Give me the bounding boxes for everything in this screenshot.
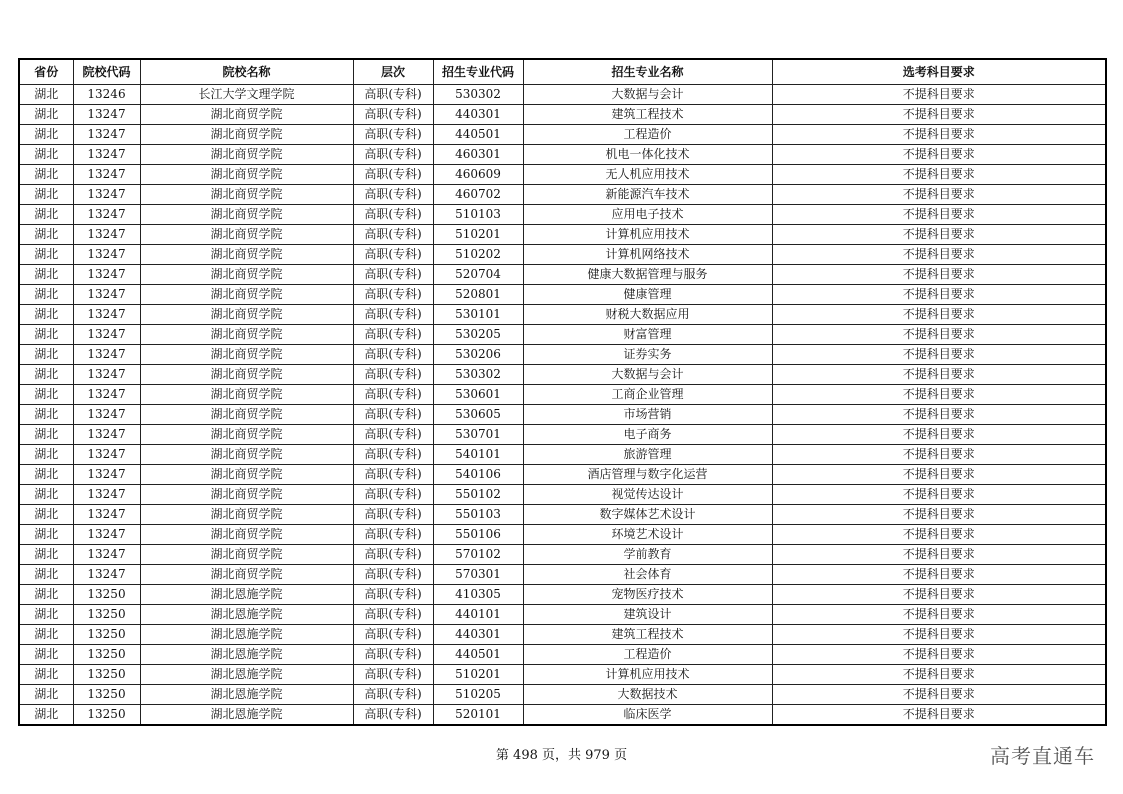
major-name-cell: 工商企业管理: [523, 385, 772, 405]
school-code-cell: 13250: [73, 625, 140, 645]
table-row: [19, 85, 1106, 105]
major-name-cell: 酒店管理与数字化运营: [523, 465, 772, 485]
subject-requirement-cell: 不提科目要求: [772, 205, 1106, 225]
province-cell: 湖北: [19, 285, 73, 305]
subject-requirement-cell: 不提科目要求: [772, 225, 1106, 245]
table-row: [19, 105, 1106, 125]
province-cell: 湖北: [19, 165, 73, 185]
school-code-cell: 13247: [73, 265, 140, 285]
level-cell: 高职(专科): [353, 625, 433, 645]
level-cell: 高职(专科): [353, 285, 433, 305]
table-row: [19, 445, 1106, 465]
subject-requirement-cell: 不提科目要求: [772, 585, 1106, 605]
major-code-cell: 530302: [433, 365, 523, 385]
province-cell: 湖北: [19, 365, 73, 385]
school-name-cell: 湖北商贸学院: [140, 445, 353, 465]
school-code-cell: 13247: [73, 525, 140, 545]
school-code-cell: 13247: [73, 485, 140, 505]
major-code-cell: 510201: [433, 225, 523, 245]
table-row: [19, 645, 1106, 665]
level-cell: 高职(专科): [353, 245, 433, 265]
level-cell: 高职(专科): [353, 525, 433, 545]
subject-requirement-cell: 不提科目要求: [772, 165, 1106, 185]
major-code-cell: 530101: [433, 305, 523, 325]
table-row: [19, 545, 1106, 565]
table-row: [19, 145, 1106, 165]
major-code-cell: 510103: [433, 205, 523, 225]
school-code-cell: 13250: [73, 605, 140, 625]
level-cell: 高职(专科): [353, 705, 433, 726]
subject-requirement-cell: 不提科目要求: [772, 685, 1106, 705]
level-cell: 高职(专科): [353, 205, 433, 225]
school-code-cell: 13247: [73, 305, 140, 325]
subject-requirement-cell: 不提科目要求: [772, 465, 1106, 485]
school-code-cell: 13247: [73, 505, 140, 525]
school-name-cell: 湖北商贸学院: [140, 265, 353, 285]
school-name-cell: 湖北商贸学院: [140, 185, 353, 205]
level-cell: 高职(专科): [353, 605, 433, 625]
province-cell: 湖北: [19, 405, 73, 425]
level-cell: 高职(专科): [353, 425, 433, 445]
level-cell: 高职(专科): [353, 465, 433, 485]
major-code-cell: 510201: [433, 665, 523, 685]
table-row: [19, 625, 1106, 645]
school-code-cell: 13247: [73, 105, 140, 125]
level-cell: 高职(专科): [353, 105, 433, 125]
table-row: [19, 505, 1106, 525]
subject-requirement-cell: 不提科目要求: [772, 305, 1106, 325]
major-name-cell: 机电一体化技术: [523, 145, 772, 165]
school-name-cell: 湖北商贸学院: [140, 225, 353, 245]
major-name-cell: 财富管理: [523, 325, 772, 345]
subject-requirement-cell: 不提科目要求: [772, 545, 1106, 565]
level-cell: 高职(专科): [353, 405, 433, 425]
school-name-cell: 湖北商贸学院: [140, 385, 353, 405]
table-row: [19, 365, 1106, 385]
major-code-cell: 550106: [433, 525, 523, 545]
subject-requirement-cell: 不提科目要求: [772, 665, 1106, 685]
table-row: [19, 125, 1106, 145]
subject-requirement-cell: 不提科目要求: [772, 445, 1106, 465]
major-code-cell: 530205: [433, 325, 523, 345]
major-name-cell: 市场营销: [523, 405, 772, 425]
province-cell: 湖北: [19, 665, 73, 685]
school-code-cell: 13250: [73, 665, 140, 685]
subject-requirement-cell: 不提科目要求: [772, 85, 1106, 105]
school-name-cell: 湖北商贸学院: [140, 425, 353, 445]
level-cell: 高职(专科): [353, 485, 433, 505]
school-code-cell: 13247: [73, 465, 140, 485]
major-name-cell: 社会体育: [523, 565, 772, 585]
subject-requirement-cell: 不提科目要求: [772, 365, 1106, 385]
school-code-cell: 13247: [73, 445, 140, 465]
table-row: [19, 485, 1106, 505]
school-name-cell: 湖北恩施学院: [140, 665, 353, 685]
school-name-cell: 湖北商贸学院: [140, 545, 353, 565]
subject-requirement-cell: 不提科目要求: [772, 565, 1106, 585]
watermark-logo-text: 高考直通车: [990, 744, 1095, 768]
school-code-cell: 13250: [73, 685, 140, 705]
table-row: [19, 705, 1106, 726]
subject-requirement-cell: 不提科目要求: [772, 285, 1106, 305]
school-name-cell: 湖北商贸学院: [140, 345, 353, 365]
major-name-cell: 健康管理: [523, 285, 772, 305]
level-cell: 高职(专科): [353, 225, 433, 245]
school-code-cell: 13247: [73, 145, 140, 165]
province-cell: 湖北: [19, 225, 73, 245]
major-name-cell: 工程造价: [523, 125, 772, 145]
major-name-cell: 财税大数据应用: [523, 305, 772, 325]
school-name-cell: 湖北商贸学院: [140, 305, 353, 325]
subject-requirement-cell: 不提科目要求: [772, 265, 1106, 285]
school-name-cell: 湖北商贸学院: [140, 205, 353, 225]
major-code-cell: 530302: [433, 85, 523, 105]
table-row: [19, 285, 1106, 305]
major-name-cell: 电子商务: [523, 425, 772, 445]
school-name-cell: 湖北商贸学院: [140, 365, 353, 385]
major-code-cell: 550102: [433, 485, 523, 505]
subject-requirement-cell: 不提科目要求: [772, 485, 1106, 505]
major-name-cell: 计算机网络技术: [523, 245, 772, 265]
major-code-cell: 530206: [433, 345, 523, 365]
header-school-name: 院校名称: [140, 59, 353, 85]
province-cell: 湖北: [19, 385, 73, 405]
table-row: [19, 425, 1106, 445]
school-code-cell: 13247: [73, 185, 140, 205]
province-cell: 湖北: [19, 525, 73, 545]
province-cell: 湖北: [19, 85, 73, 105]
table-row: [19, 205, 1106, 225]
level-cell: 高职(专科): [353, 505, 433, 525]
subject-requirement-cell: 不提科目要求: [772, 605, 1106, 625]
province-cell: 湖北: [19, 345, 73, 365]
school-name-cell: 湖北商贸学院: [140, 165, 353, 185]
table-row: [19, 325, 1106, 345]
province-cell: 湖北: [19, 605, 73, 625]
school-name-cell: 湖北商贸学院: [140, 565, 353, 585]
level-cell: 高职(专科): [353, 585, 433, 605]
header-subject-requirement: 选考科目要求: [772, 59, 1106, 85]
school-code-cell: 13247: [73, 325, 140, 345]
major-code-cell: 530601: [433, 385, 523, 405]
table-row: [19, 245, 1106, 265]
subject-requirement-cell: 不提科目要求: [772, 345, 1106, 365]
major-name-cell: 建筑设计: [523, 605, 772, 625]
table-row: [19, 585, 1106, 605]
major-code-cell: 460702: [433, 185, 523, 205]
school-name-cell: 湖北恩施学院: [140, 625, 353, 645]
province-cell: 湖北: [19, 125, 73, 145]
major-code-cell: 540101: [433, 445, 523, 465]
school-code-cell: 13250: [73, 645, 140, 665]
school-code-cell: 13250: [73, 705, 140, 726]
province-cell: 湖北: [19, 325, 73, 345]
school-code-cell: 13247: [73, 405, 140, 425]
province-cell: 湖北: [19, 565, 73, 585]
major-name-cell: 宠物医疗技术: [523, 585, 772, 605]
level-cell: 高职(专科): [353, 385, 433, 405]
subject-requirement-cell: 不提科目要求: [772, 505, 1106, 525]
province-cell: 湖北: [19, 485, 73, 505]
province-cell: 湖北: [19, 645, 73, 665]
page-number: 第 498 页，共 979 页: [495, 748, 628, 763]
major-name-cell: 大数据与会计: [523, 365, 772, 385]
table-row: [19, 685, 1106, 705]
subject-requirement-cell: 不提科目要求: [772, 145, 1106, 165]
major-name-cell: 证券实务: [523, 345, 772, 365]
major-name-cell: 数字媒体艺术设计: [523, 505, 772, 525]
level-cell: 高职(专科): [353, 265, 433, 285]
table-row: [19, 385, 1106, 405]
major-code-cell: 570102: [433, 545, 523, 565]
table-row: [19, 565, 1106, 585]
major-name-cell: 新能源汽车技术: [523, 185, 772, 205]
level-cell: 高职(专科): [353, 565, 433, 585]
level-cell: 高职(专科): [353, 325, 433, 345]
major-name-cell: 计算机应用技术: [523, 665, 772, 685]
major-name-cell: 大数据与会计: [523, 85, 772, 105]
province-cell: 湖北: [19, 105, 73, 125]
school-name-cell: 湖北商贸学院: [140, 285, 353, 305]
province-cell: 湖北: [19, 305, 73, 325]
school-name-cell: 湖北商贸学院: [140, 105, 353, 125]
subject-requirement-cell: 不提科目要求: [772, 525, 1106, 545]
major-code-cell: 570301: [433, 565, 523, 585]
level-cell: 高职(专科): [353, 125, 433, 145]
major-code-cell: 440301: [433, 625, 523, 645]
table-body: [19, 85, 1106, 726]
province-cell: 湖北: [19, 205, 73, 225]
major-name-cell: 无人机应用技术: [523, 165, 772, 185]
major-name-cell: 大数据技术: [523, 685, 772, 705]
major-code-cell: 530701: [433, 425, 523, 445]
table-row: [19, 185, 1106, 205]
school-name-cell: 湖北商贸学院: [140, 145, 353, 165]
school-code-cell: 13247: [73, 245, 140, 265]
major-code-cell: 520704: [433, 265, 523, 285]
province-cell: 湖北: [19, 625, 73, 645]
major-name-cell: 建筑工程技术: [523, 625, 772, 645]
major-code-cell: 510202: [433, 245, 523, 265]
major-code-cell: 540106: [433, 465, 523, 485]
level-cell: 高职(专科): [353, 545, 433, 565]
major-code-cell: 510205: [433, 685, 523, 705]
subject-requirement-cell: 不提科目要求: [772, 185, 1106, 205]
province-cell: 湖北: [19, 245, 73, 265]
major-code-cell: 440101: [433, 605, 523, 625]
major-code-cell: 460301: [433, 145, 523, 165]
major-code-cell: 410305: [433, 585, 523, 605]
table-row: [19, 465, 1106, 485]
school-code-cell: 13247: [73, 545, 140, 565]
school-name-cell: 湖北商贸学院: [140, 325, 353, 345]
school-name-cell: 长江大学文理学院: [140, 85, 353, 105]
level-cell: 高职(专科): [353, 165, 433, 185]
school-name-cell: 湖北恩施学院: [140, 645, 353, 665]
level-cell: 高职(专科): [353, 645, 433, 665]
subject-requirement-cell: 不提科目要求: [772, 425, 1106, 445]
school-name-cell: 湖北商贸学院: [140, 405, 353, 425]
table-row: [19, 665, 1106, 685]
school-code-cell: 13247: [73, 205, 140, 225]
school-code-cell: 13246: [73, 85, 140, 105]
school-name-cell: 湖北商贸学院: [140, 245, 353, 265]
level-cell: 高职(专科): [353, 365, 433, 385]
major-name-cell: 健康大数据管理与服务: [523, 265, 772, 285]
header-major-code: 招生专业代码: [433, 59, 523, 85]
level-cell: 高职(专科): [353, 305, 433, 325]
major-code-cell: 440501: [433, 125, 523, 145]
province-cell: 湖北: [19, 685, 73, 705]
major-code-cell: 460609: [433, 165, 523, 185]
level-cell: 高职(专科): [353, 185, 433, 205]
header-major-name: 招生专业名称: [523, 59, 772, 85]
school-code-cell: 13247: [73, 345, 140, 365]
subject-requirement-cell: 不提科目要求: [772, 645, 1106, 665]
school-code-cell: 13247: [73, 285, 140, 305]
header-province: 省份: [19, 59, 73, 85]
table-row: [19, 605, 1106, 625]
school-code-cell: 13247: [73, 385, 140, 405]
province-cell: 湖北: [19, 545, 73, 565]
table-row: [19, 305, 1106, 325]
subject-requirement-cell: 不提科目要求: [772, 405, 1106, 425]
province-cell: 湖北: [19, 145, 73, 165]
level-cell: 高职(专科): [353, 345, 433, 365]
level-cell: 高职(专科): [353, 685, 433, 705]
school-name-cell: 湖北商贸学院: [140, 485, 353, 505]
school-name-cell: 湖北商贸学院: [140, 465, 353, 485]
major-name-cell: 建筑工程技术: [523, 105, 772, 125]
table-row: [19, 225, 1106, 245]
major-name-cell: 学前教育: [523, 545, 772, 565]
major-name-cell: 应用电子技术: [523, 205, 772, 225]
major-code-cell: 530605: [433, 405, 523, 425]
table-row: [19, 165, 1106, 185]
major-name-cell: 环境艺术设计: [523, 525, 772, 545]
province-cell: 湖北: [19, 185, 73, 205]
province-cell: 湖北: [19, 465, 73, 485]
major-code-cell: 440301: [433, 105, 523, 125]
subject-requirement-cell: 不提科目要求: [772, 105, 1106, 125]
subject-requirement-cell: 不提科目要求: [772, 385, 1106, 405]
school-code-cell: 13247: [73, 425, 140, 445]
school-code-cell: 13247: [73, 165, 140, 185]
school-code-cell: 13247: [73, 365, 140, 385]
table-row: [19, 405, 1106, 425]
province-cell: 湖北: [19, 425, 73, 445]
table-row: [19, 265, 1106, 285]
table-row: [19, 345, 1106, 365]
major-name-cell: 临床医学: [523, 705, 772, 726]
header-school-code: 院校代码: [73, 59, 140, 85]
header-level: 层次: [353, 59, 433, 85]
school-code-cell: 13247: [73, 565, 140, 585]
subject-requirement-cell: 不提科目要求: [772, 125, 1106, 145]
school-code-cell: 13247: [73, 125, 140, 145]
admissions-table: [18, 58, 1107, 726]
school-name-cell: 湖北恩施学院: [140, 685, 353, 705]
major-name-cell: 计算机应用技术: [523, 225, 772, 245]
school-code-cell: 13250: [73, 585, 140, 605]
province-cell: 湖北: [19, 265, 73, 285]
school-name-cell: 湖北恩施学院: [140, 605, 353, 625]
major-name-cell: 旅游管理: [523, 445, 772, 465]
subject-requirement-cell: 不提科目要求: [772, 625, 1106, 645]
major-name-cell: 视觉传达设计: [523, 485, 772, 505]
major-code-cell: 550103: [433, 505, 523, 525]
level-cell: 高职(专科): [353, 445, 433, 465]
province-cell: 湖北: [19, 445, 73, 465]
table-header-row: [19, 59, 1106, 85]
level-cell: 高职(专科): [353, 665, 433, 685]
major-code-cell: 440501: [433, 645, 523, 665]
province-cell: 湖北: [19, 705, 73, 726]
school-name-cell: 湖北商贸学院: [140, 125, 353, 145]
major-code-cell: 520101: [433, 705, 523, 726]
school-name-cell: 湖北恩施学院: [140, 705, 353, 726]
major-name-cell: 工程造价: [523, 645, 772, 665]
school-name-cell: 湖北商贸学院: [140, 505, 353, 525]
subject-requirement-cell: 不提科目要求: [772, 245, 1106, 265]
school-name-cell: 湖北恩施学院: [140, 585, 353, 605]
level-cell: 高职(专科): [353, 145, 433, 165]
subject-requirement-cell: 不提科目要求: [772, 705, 1106, 726]
province-cell: 湖北: [19, 585, 73, 605]
major-code-cell: 520801: [433, 285, 523, 305]
table-row: [19, 525, 1106, 545]
province-cell: 湖北: [19, 505, 73, 525]
school-name-cell: 湖北商贸学院: [140, 525, 353, 545]
school-code-cell: 13247: [73, 225, 140, 245]
level-cell: 高职(专科): [353, 85, 433, 105]
subject-requirement-cell: 不提科目要求: [772, 325, 1106, 345]
